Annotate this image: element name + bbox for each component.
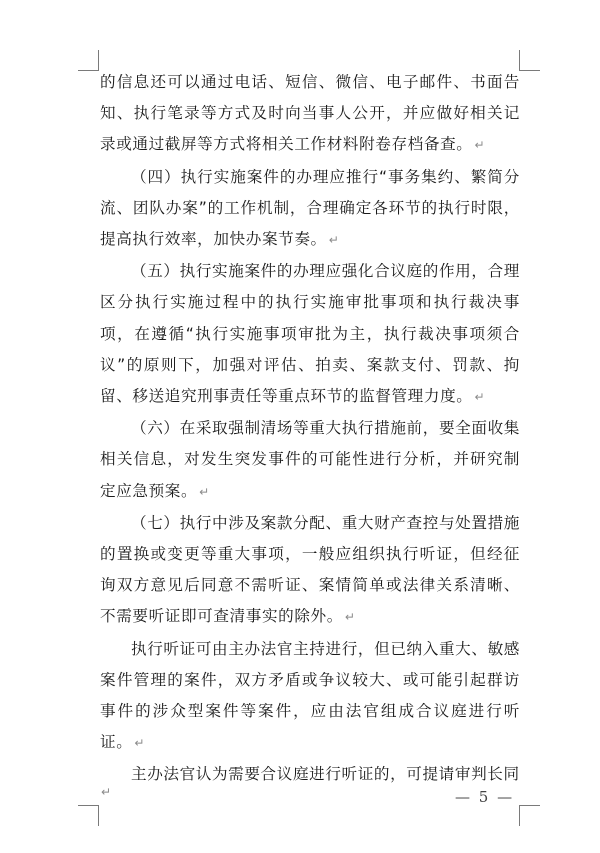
paragraph[interactable] xyxy=(100,162,520,257)
footer-paragraph-mark-icon: ↵ xyxy=(101,785,112,799)
paragraph[interactable] xyxy=(100,508,520,634)
paragraph-mark-icon: ↵ xyxy=(134,736,146,751)
paragraph-text: 主办法官认为需要合议庭进行听证的，可提请审判长同 xyxy=(131,765,520,784)
paragraph-text: （四）执行实施案件的办理应推行“事务集约、繁简分流、团队办案”的工作机制，合理确定各环节的执行时限，提高执行效率，加快办案节奏。 xyxy=(100,167,520,249)
paragraph-mark-icon: ↵ xyxy=(474,390,486,405)
paragraph-text: （六）在采取强制清场等重大执行措施前，要全面收集相关信息，对发生突发事件的可能性进行分析，并研究制定应急预案。 xyxy=(100,419,520,500)
paragraph[interactable] xyxy=(100,634,520,760)
paragraph[interactable] xyxy=(100,413,520,508)
paragraph-text: 执行听证可由主办法官主持进行，但已纳入重大、敏感案件管理的案件，双方矛盾或争议较大、或可能引起群访事件的涉众型案件等案件，应由法官组成合议庭进行听证。 xyxy=(100,639,520,752)
crop-mark-top-left xyxy=(78,50,99,71)
paragraph[interactable] xyxy=(100,256,520,413)
crop-mark-bottom-left xyxy=(78,805,99,826)
paragraph-mark-icon: ↵ xyxy=(344,610,356,625)
paragraph-mark-icon: ↵ xyxy=(199,484,210,499)
paragraph-text: 的信息还可以通过电话、短信、微信、电子邮件、书面告知、执行笔录等方式及时向当事人公开，并应做好相关记录或通过截屏等方式将相关工作材料附卷存档备查。 xyxy=(100,73,520,154)
page-number: — 5 — xyxy=(455,788,515,806)
paragraph-mark-icon: ↵ xyxy=(328,233,340,248)
paragraph[interactable] xyxy=(100,67,520,162)
paragraph-text: （五）执行实施案件的办理应强化合议庭的作用，合理区分执行实施过程中的执行实施审批事项和执行裁决事项，在遵循“执行实施事项审批为主，执行裁决事项须合议”的原则下，加强对评估、拍卖、案款支付、罚款、拘留、移送追究刑事责任等重点环节的监督管理力度。 xyxy=(100,262,520,406)
paragraph-mark-icon: ↵ xyxy=(474,138,486,153)
document-body[interactable] xyxy=(100,67,520,791)
crop-mark-bottom-right xyxy=(519,805,540,826)
crop-mark-top-right xyxy=(519,50,540,71)
paragraph-text: （七）执行中涉及案款分配、重大财产查控与处置措施的置换或变更等重大事项，一般应组织执行听证，但经征询双方意见后同意不需听证、案情简单或法律关系清晰、不需要听证即可查清事实的除外。 xyxy=(100,513,520,626)
paragraph[interactable] xyxy=(100,759,520,790)
